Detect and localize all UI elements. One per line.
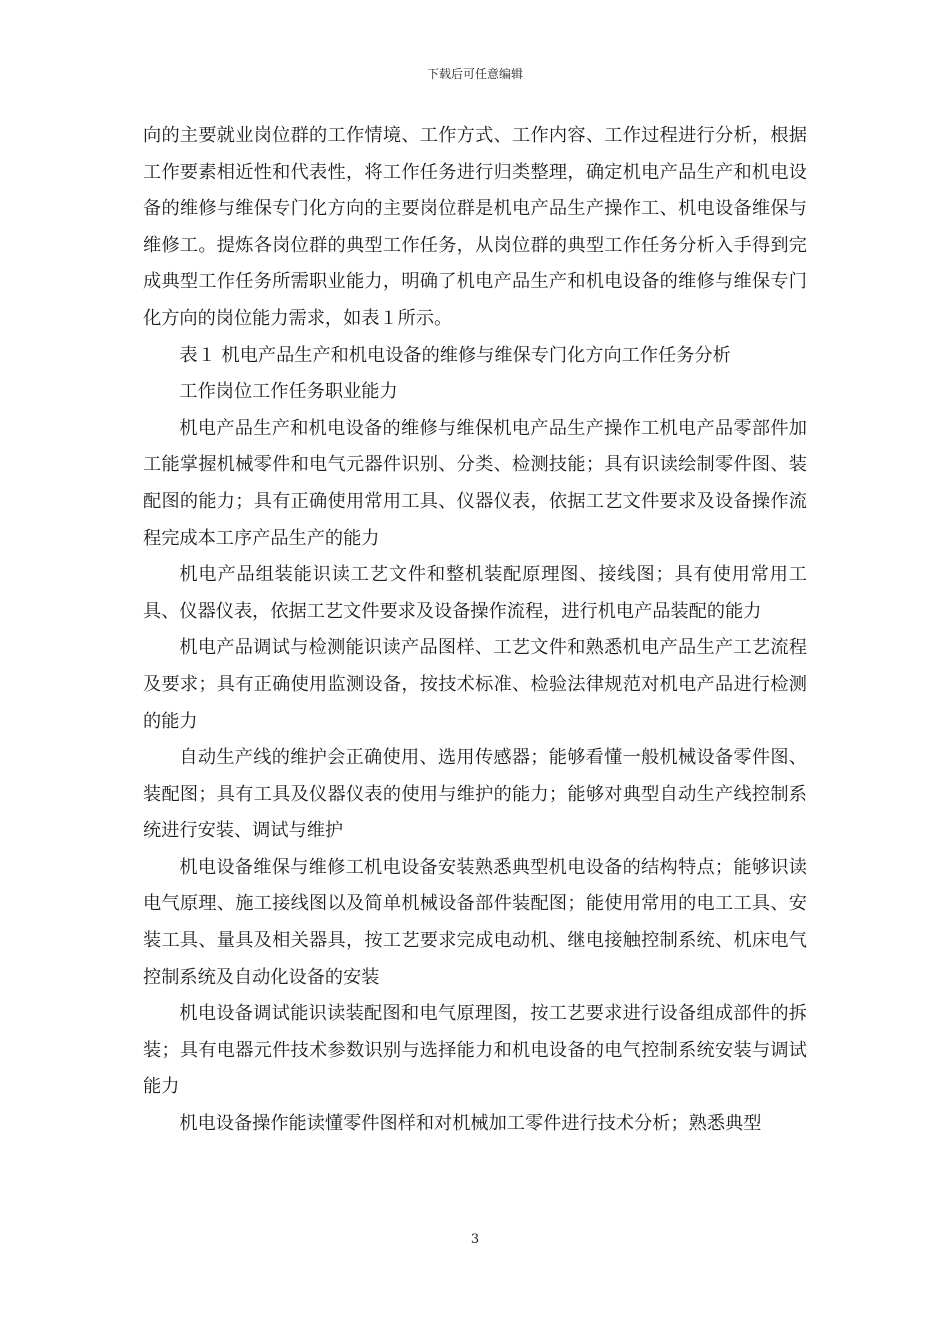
paragraph-line-maintenance: 自动生产线的维护会正确使用、选用传感器；能够看懂一般机械设备零件图、装配图；具有工具及仪器仪表的使用与维护的能力；能够对典型自动生产线控制系统进行安装、调试与维护 bbox=[143, 747, 807, 842]
paragraph-product-testing: 机电产品调试与检测能识读产品图样、工艺文件和熟悉机电产品生产工艺流程及要求；具有正确使用监测设备，按技术标准、检验法律规范对机电产品进行检测的能力 bbox=[143, 637, 807, 732]
table-header-row: 工作岗位工作任务职业能力 bbox=[179, 381, 398, 403]
page-number: 3 bbox=[470, 1232, 480, 1247]
page-header: 下载后可任意编辑 bbox=[426, 67, 523, 81]
body-text bbox=[143, 118, 807, 1143]
paragraph-intro-continuation: 向的主要就业岗位群的工作情境、工作方式、工作内容、工作过程进行分析，根据工作要素相近性和代表性，将工作任务进行归类整理，确定机电产品生产和机电设备的维修与维保专门化方向的主要岗位群是机电产品生产操作工、机电设备维保与维修工。提炼各岗位群的典型工作任务，从岗位群的典型工作任务分析入手得到完成典型工作任务所需职业能力，明确了机电产品生产和机电设备的维修与维保专门化方向的岗位能力需求，如表１所示。 bbox=[143, 125, 807, 329]
paragraph-equipment-installation: 机电设备维保与维修工机电设备安装熟悉典型机电设备的结构特点；能够识读电气原理、施工接线图以及简单机械设备部件装配图；能使用常用的电工工具、安装工具、量具及相关器具，按工艺要求完成电动机、继电接触控制系统、机床电气控制系统及自动化设备的安装 bbox=[143, 856, 807, 988]
paragraph-equipment-debugging: 机电设备调试能识读装配图和电气原理图，按工艺要求进行设备组成部件的拆装；具有电器元件技术参数识别与选择能力和机电设备的电气控制系统安装与调试能力 bbox=[143, 1003, 807, 1098]
paragraph-equipment-operation: 机电设备操作能读懂零件图样和对机械加工零件进行技术分析；熟悉典型 bbox=[179, 1113, 762, 1135]
table-caption: 表１ 机电产品生产和机电设备的维修与维保专门化方向工作任务分析 bbox=[179, 344, 731, 366]
paragraph-product-assembly: 机电产品组装能识读工艺文件和整机装配原理图、接线图；具有使用常用工具、仪器仪表，依据工艺文件要求及设备操作流程，进行机电产品装配的能力 bbox=[143, 564, 807, 622]
paragraph-parts-machining: 机电产品生产和机电设备的维修与维保机电产品生产操作工机电产品零部件加工能掌握机械零件和电气元器件识别、分类、检测技能；具有识读绘制零件图、装配图的能力；具有正确使用常用工具、仪器仪表，依据工艺文件要求及设备操作流程完成本工序产品生产的能力 bbox=[143, 417, 807, 549]
